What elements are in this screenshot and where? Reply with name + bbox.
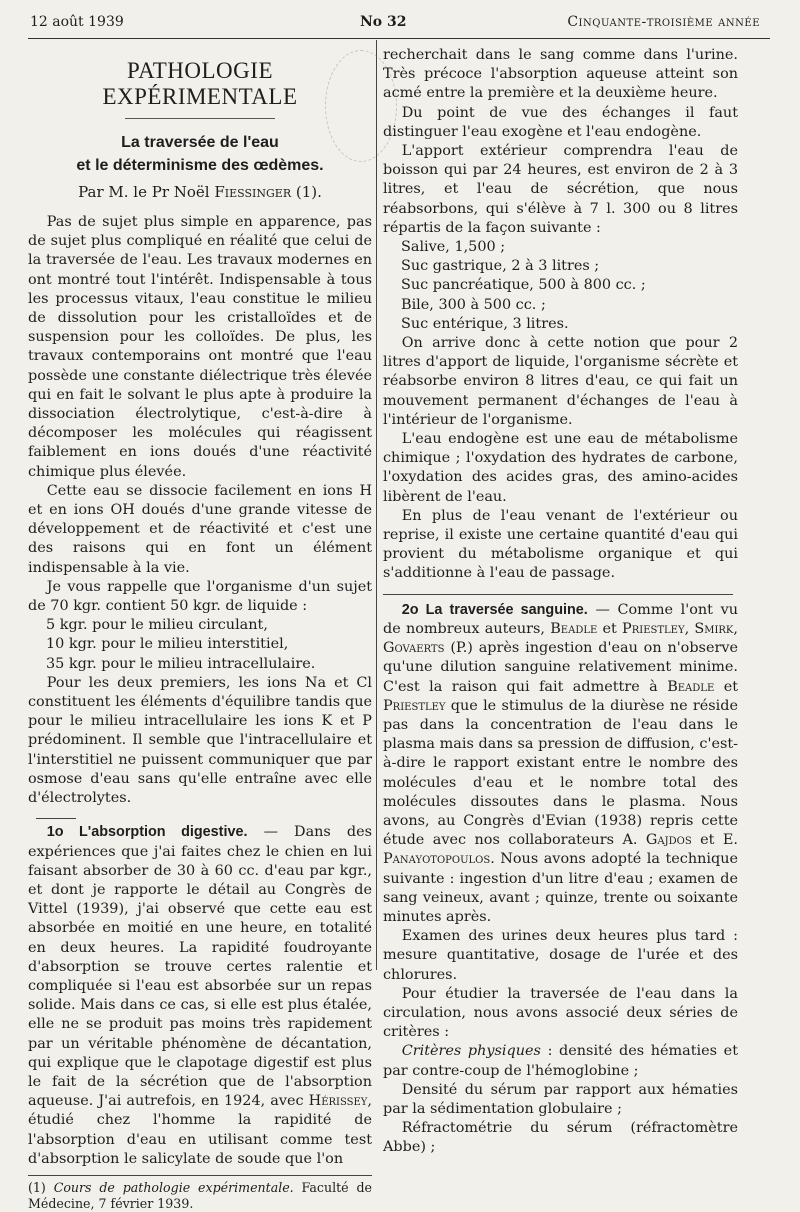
column-divider [376, 40, 377, 970]
article-title-line1: La traversée de l'eau [121, 134, 279, 151]
section-2-text: , [684, 620, 695, 637]
list-item: Suc gastrique, 2 à 3 litres ; [401, 258, 600, 275]
byline-author: Fiessinger [214, 183, 292, 201]
footnote-number: (1) [28, 1179, 46, 1195]
article-title [28, 131, 372, 177]
title-rule [125, 118, 275, 119]
header-rule [28, 38, 770, 39]
footnote [28, 1180, 372, 1212]
list-item: Salive, 1,500 ; [401, 239, 506, 256]
header-date: 12 août 1939 [30, 14, 124, 30]
author-name: Gajdos [645, 832, 692, 849]
section-1 [28, 823, 372, 1169]
section-2-text: . Nous avons adopté la technique suivante : ingestion d'un litre d'eau ; examen de sang veineux, avant ; quinze, trente ou soixante minutes après. [383, 851, 738, 925]
list-item: 5 kgr. pour le milieu circulant, [46, 617, 268, 634]
paragraph: En plus de l'eau venant de l'extérieur ou reprise, il existe une certaine quantité d'eau qui provient du métabolisme organique et qui s'additionne à l'eau de passage. [383, 507, 738, 582]
author-name: Smirk [694, 620, 734, 637]
footnote-rest: Faculté de Médecine, 7 février 1939. [28, 1179, 372, 1211]
header-issue-number: No 32 [360, 14, 407, 30]
section-2-text: (P.) après ingestion d'eau on n'observe qu'une dilution sanguine relativement minime. C'est la raison qui fait admettre à [383, 640, 738, 695]
paragraph: Pour étudier la traversée de l'eau dans la circulation, nous avons associé deux séries de critères : [383, 985, 738, 1041]
list-item: Suc entérique, 3 litres. [401, 315, 569, 332]
paragraph: Réfractométrie du sérum (réfractomètre Abbe) ; [383, 1120, 738, 1156]
paragraph: On arrive donc à cette notion que pour 2 litres d'apport de liquide, l'organisme sécrète et réabsorbe environ 8 litres d'eau, ce qui fait un mouvement permanent d'échanges de l'eau à l'intérieur de l'organisme. [383, 335, 738, 428]
section-2-text: — Comme l'ont vu de nombreux auteurs, [383, 601, 739, 637]
paragraph: Pas de sujet plus simple en apparence, pas de sujet plus compliqué en réalité que celui de la traversée de l'eau. Les travaux modernes en ont montré tout l'intérêt. Indispensable à tous les processus vitaux, l'eau constitue le milieu de dissolution pour les cristalloïdes et de suspension pour les colloïdes. De plus, les travaux contemporains ont montré que l'eau possède une constante diélectrique très élevée qui en fait le solvant le plus apte à produire la dissociation électrolytique, c'est-à-dire à décomposer les molécules qui réagissent faiblement en ions doués d'une réactivité chimique plus élevée. [28, 214, 372, 480]
paragraph: L'eau endogène est une eau de métabolisme chimique ; l'oxydation des hydrates de carbone, l'oxydation des acides gras, des amino-acides libèrent de l'eau. [383, 431, 738, 505]
section-2-text: et [597, 620, 623, 637]
section-2-text: , [733, 620, 738, 637]
paragraph [383, 1042, 738, 1080]
paragraph: recherchait dans le sang comme dans l'urine. Très précoce l'absorption aqueuse atteint son acmé entre la première et la deuxième heure. [383, 47, 738, 102]
article-title-line2: et le déterminisme des œdèmes. [76, 157, 324, 174]
author-name: Priestley [383, 697, 446, 714]
author-name: Govaerts [383, 640, 445, 657]
paragraph: Examen des urines deux heures plus tard : mesure quantitative, dosage de l'urée et des chlorures. [383, 928, 738, 983]
footnote-italic: Cours de pathologie expérimentale. [53, 1179, 294, 1195]
section-rule [36, 818, 76, 819]
section-1-heading: 1o L'absorption digestive. [46, 824, 248, 841]
paragraph: L'apport extérieur comprendra l'eau de boisson qui par 24 heures, est environ de 2 à 3 litres, et l'eau de sécrétion, que nous réabsorbons, qui s'élève à 7 l. 300 ou 8 litres répartis de la façon suivante : [383, 143, 738, 236]
section-1-text: — Dans des expériences que j'ai faites chez le chien en lui faisant absorber de 30 à 60 cc. d'eau par kgr., et dont je rapporte le détail au Congrès de Vittel (1939), j'ai observé que cette eau est absorbée en moitié en une heure, en totalité en deux heures. La rapidité foudroyante d'absorption se trouve certes ralentie et compliquée si l'eau est absorbée sur un repas solide. Mais dans ce cas, si elle est plus étalée, elle ne se produit pas moins très rapidement par un véritable phénomène de décantation, qui explique que le clapotage digestif est plus le fait de la sécrétion que de l'absorption aqueuse. J'ai autrefois, en 1924, avec [28, 824, 373, 1110]
byline-suffix: (1). [295, 183, 322, 201]
author-name: Hérissey [308, 1093, 368, 1110]
paragraph: Densité du sérum par rapport aux hématies par la sédimentation globulaire ; [383, 1081, 738, 1117]
italic-term: Critères physiques [401, 1043, 541, 1060]
list-item: 35 kgr. pour le milieu intracellulaire. [46, 655, 316, 672]
footnote-rule [28, 1175, 372, 1176]
byline-prefix: Par M. le Pr Noël [78, 183, 210, 201]
paragraph: Pour les deux premiers, les ions Na et Cl constituent les éléments d'équilibre tandis que pour le milieu intracellulaire les ions K et P prédominent. Il semble que l'intracellulaire et l'interstitiel ne puissent communiquer que par osmose d'eau sans qu'elle entraîne avec elle d'électrolytes. [28, 674, 372, 807]
paragraph: Cette eau se dissocie facilement en ions H et en ions OH doués d'une grande vitesse de développement et de réactivité et c'est une des raisons qui en font un élément indispensable à la vie. [28, 482, 372, 576]
section-2-text: et E. [691, 832, 739, 849]
section-1-text-2: , étudié chez l'homme la rapidité de l'absorption d'eau en utilisant comme test d'absorption le salicylate de soude que l'on [28, 1093, 372, 1167]
paragraph: Je vous rappelle que l'organisme d'un sujet de 70 kgr. contient 50 kgr. de liquide : [28, 578, 372, 615]
header-year: Cinquante-troisième année [567, 14, 760, 30]
section-rule [383, 594, 733, 595]
list-item: 10 kgr. pour le milieu interstitiel, [46, 636, 289, 653]
section-2-text: et [714, 678, 738, 695]
page-header [30, 14, 770, 36]
left-column [28, 58, 372, 1212]
list-item: Suc pancréatique, 500 à 800 cc. ; [401, 277, 646, 294]
section-title: PATHOLOGIE EXPÉRIMENTALE [102, 58, 298, 109]
section-2-text: que le stimulus de la diurèse ne réside pas dans la concentration de l'eau dans le plasma mais dans sa pression de diffusion, c'est-à-dire le rapport existant entre le nombre des molécules d'eau et le nombre total des molécules dissoutes dans le plasma. Nous avons, au Congrès d'Evian (1938) repris cette étude avec nos collaborateurs A. [383, 697, 738, 849]
author-name: Panayotopoulos [383, 851, 491, 868]
author-name: Beadle [550, 620, 598, 637]
list-item: Bile, 300 à 500 cc. ; [401, 296, 546, 313]
section-2-heading: 2o La traversée sanguine. [401, 601, 588, 618]
paragraph: Du point de vue des échanges il faut distinguer l'eau exogène et l'eau endogène. [383, 104, 738, 140]
author-name: Beadle [667, 678, 715, 695]
paragraph-text: : densité des hématies et par contre-coup de l'hémoglobine ; [383, 1043, 738, 1079]
section-2 [383, 601, 738, 927]
author-name: Priestley [622, 620, 685, 637]
right-column [383, 46, 738, 1158]
byline [28, 183, 372, 201]
